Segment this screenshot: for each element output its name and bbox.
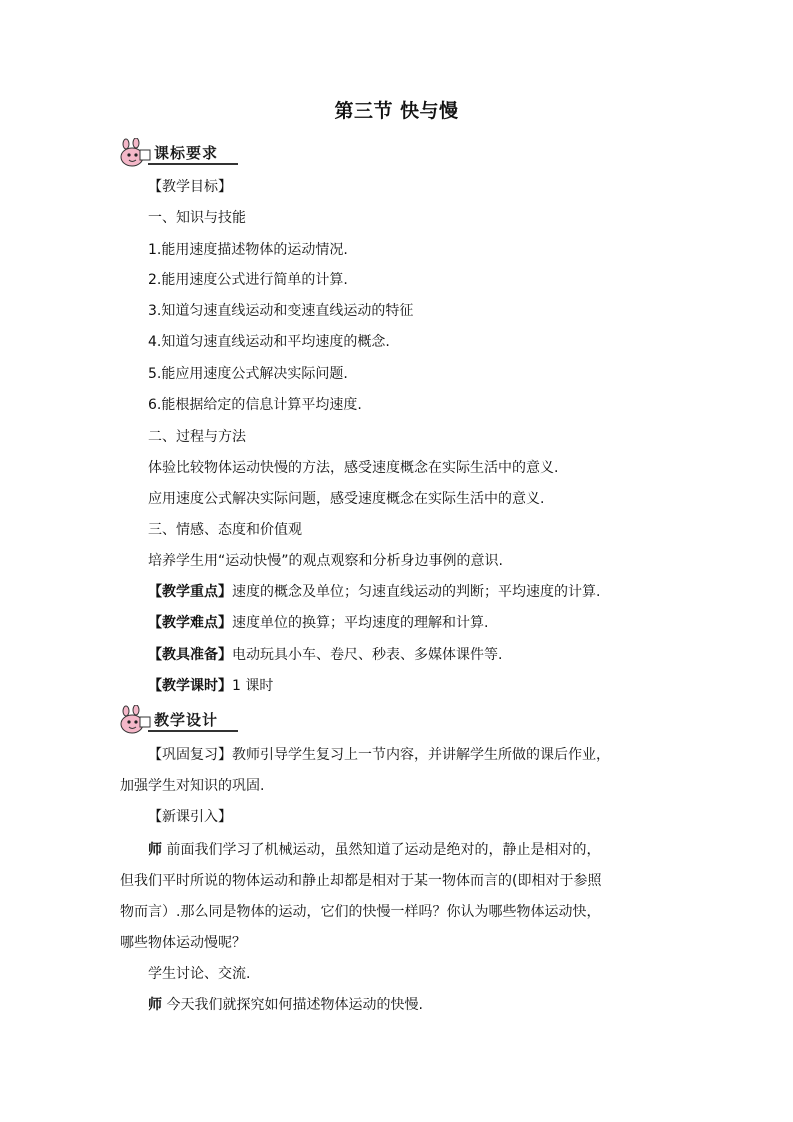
goal-item: 1.能用速度描述物体的运动情况. bbox=[148, 242, 348, 258]
discussion-line: 学生讨论、交流. bbox=[148, 966, 251, 982]
goal-item: 培养学生用“运动快慢”的观点观察和分析身边事例的意识. bbox=[148, 553, 503, 569]
goals-part3-heading: 三、情感、态度和价值观 bbox=[148, 522, 302, 538]
hours-label: 【教学课时】 bbox=[148, 678, 232, 694]
intro-label: 【新课引入】 bbox=[148, 809, 232, 825]
hours-text: 1 课时 bbox=[232, 678, 274, 694]
review-line-2: 加强学生对知识的巩固. bbox=[120, 778, 265, 794]
goal-item: 4.知道匀速直线运动和平均速度的概念. bbox=[148, 334, 390, 350]
goal-item: 6.能根据给定的信息计算平均速度. bbox=[148, 397, 362, 413]
section-title-standards: 课标要求 bbox=[154, 144, 219, 162]
teacher-mark: 师 bbox=[148, 842, 162, 858]
difficulty-label: 【教学难点】 bbox=[148, 615, 232, 631]
focus-text: 速度的概念及单位；匀速直线运动的判断；平均速度的计算. bbox=[232, 584, 601, 600]
intro-line-1 bbox=[148, 840, 600, 860]
teacher-mark: 师 bbox=[148, 997, 162, 1013]
intro-line-4: 哪些物体运动慢呢？ bbox=[120, 935, 246, 951]
review-text: 教师引导学生复习上一节内容，并讲解学生所做的课后作业， bbox=[232, 747, 610, 763]
section-header-design bbox=[118, 705, 240, 735]
focus-line bbox=[148, 582, 600, 602]
hours-line bbox=[148, 676, 273, 696]
intro-line-3: 物而言）.那么同是物体的运动，它们的快慢一样吗？你认为哪些物体运动快， bbox=[120, 904, 601, 920]
review-line-1 bbox=[148, 745, 610, 765]
goals-part2-heading: 二、过程与方法 bbox=[148, 429, 246, 445]
section-title-design: 教学设计 bbox=[154, 711, 219, 729]
goals-header: 【教学目标】 bbox=[148, 179, 232, 195]
tools-label: 【教具准备】 bbox=[148, 647, 232, 663]
goal-item: 2.能用速度公式进行简单的计算. bbox=[148, 272, 348, 288]
intro-line-2: 但我们平时所说的物体运动和静止却都是相对于某一物体而言的(即相对于参照 bbox=[120, 873, 602, 889]
section-underline bbox=[148, 163, 238, 165]
intro-text-1: 前面我们学习了机械运动，虽然知道了运动是绝对的，静止是相对的， bbox=[162, 842, 601, 858]
tools-text: 电动玩具小车、卷尺、秒表、多媒体课件等. bbox=[232, 647, 503, 663]
section-header-standards bbox=[118, 138, 240, 168]
goal-item: 应用速度公式解决实际问题，感受速度概念在实际生活中的意义. bbox=[148, 491, 545, 507]
goal-item: 3.知道匀速直线运动和变速直线运动的特征 bbox=[148, 303, 414, 319]
review-label: 【巩固复习】 bbox=[148, 747, 232, 763]
goal-item: 体验比较物体运动快慢的方法，感受速度概念在实际生活中的意义. bbox=[148, 460, 559, 476]
difficulty-line bbox=[148, 613, 488, 633]
tools-line bbox=[148, 645, 502, 665]
page-title: 第三节 快与慢 bbox=[334, 100, 459, 122]
focus-label: 【教学重点】 bbox=[148, 584, 232, 600]
closing-line bbox=[148, 995, 423, 1015]
section-underline bbox=[148, 730, 238, 732]
closing-text: 今天我们就探究如何描述物体运动的快慢. bbox=[162, 997, 423, 1013]
goals-part1-heading: 一、知识与技能 bbox=[148, 210, 246, 226]
goal-item: 5.能应用速度公式解决实际问题. bbox=[148, 366, 348, 382]
difficulty-text: 速度单位的换算；平均速度的理解和计算. bbox=[232, 615, 489, 631]
